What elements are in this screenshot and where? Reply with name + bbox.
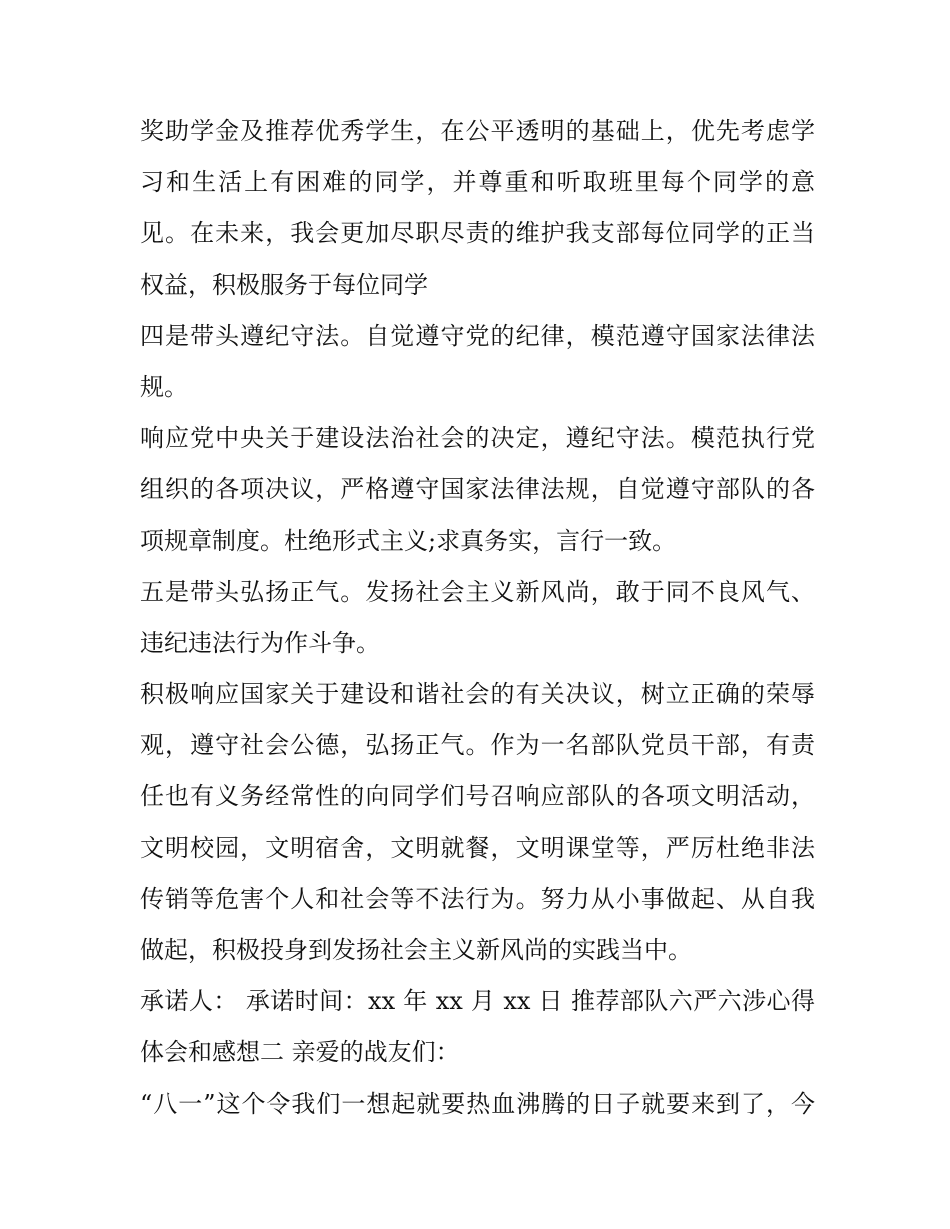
text-line: 违纪违法行为作斗争。 xyxy=(140,628,380,657)
text-line: 权益，积极服务于每位同学 xyxy=(140,270,428,299)
text-line: 体会和感想二 亲爱的战友们： xyxy=(140,1038,460,1067)
text-line: 见。在未来，我会更加尽职尽责的维护我支部每位同学的正当 xyxy=(140,219,815,248)
text-line: 传销等危害个人和社会等不法行为。努力从小事做起、从自我 xyxy=(140,884,815,913)
body-text xyxy=(140,106,815,1130)
text-line: 项规章制度。杜绝形式主义;求真务实，言行一致。 xyxy=(140,526,677,555)
text-line: 响应党中央关于建设法治社会的决定，遵纪守法。模范执行党 xyxy=(140,424,815,453)
text-line: 积极响应国家关于建设和谐社会的有关决议，树立正确的荣辱 xyxy=(140,680,815,709)
text-line: 任也有义务经常性的向同学们号召响应部队的各项文明活动， xyxy=(140,782,815,811)
text-line: 做起，积极投身到发扬社会主义新风尚的实践当中。 xyxy=(140,936,692,964)
text-line: 奖助学金及推荐优秀学生，在公平透明的基础上，优先考虑学 xyxy=(140,117,815,145)
text-line: 习和生活上有困难的同学，并尊重和听取班里每个同学的意 xyxy=(140,168,815,197)
text-line: 五是带头弘扬正气。发扬社会主义新风尚，敢于同不良风气、 xyxy=(140,577,815,606)
text-line: 承诺人： 承诺时间：xx 年 xx 月 xx 日 推荐部队六严六涉心得 xyxy=(140,987,815,1016)
text-line: 观，遵守社会公德，弘扬正气。作为一名部队党员干部，有责 xyxy=(140,731,815,760)
text-line: 规。 xyxy=(140,372,188,401)
text-line: “八一”这个令我们一想起就要热血沸腾的日子就要来到了，今 xyxy=(140,1089,815,1118)
text-line: 组织的各项决议，严格遵守国家法律法规，自觉遵守部队的各 xyxy=(140,475,815,504)
text-line: 文明校园，文明宿舍，文明就餐，文明课堂等，严厉杜绝非法 xyxy=(140,833,815,862)
text-line: 四是带头遵纪守法。自觉遵守党的纪律，模范遵守国家法律法 xyxy=(140,321,815,350)
